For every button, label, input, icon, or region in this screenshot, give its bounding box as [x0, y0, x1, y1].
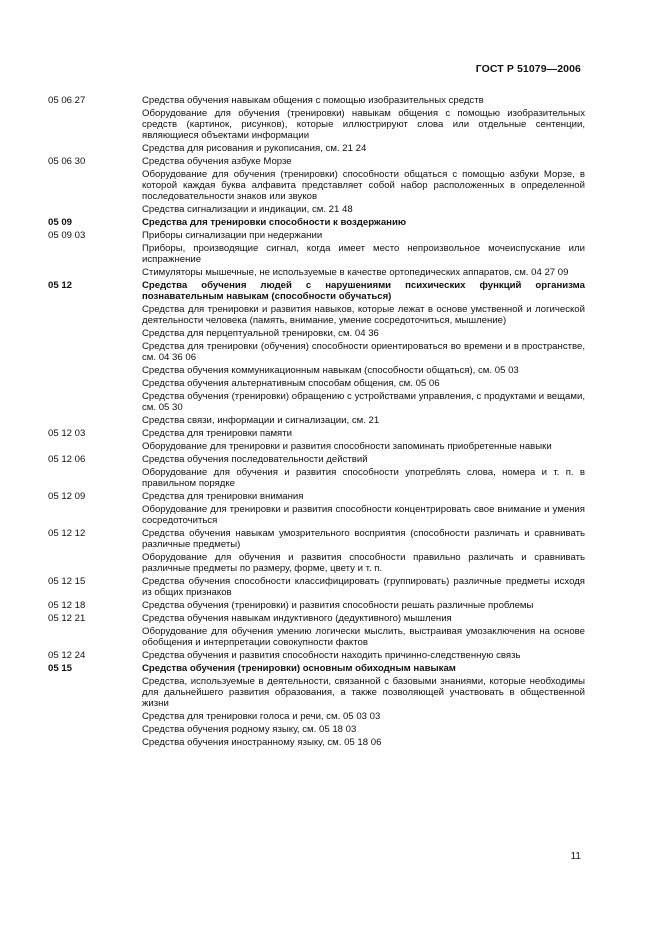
entry-description: Средства обучения коммуникационным навыкам (способности общаться), см. 05 03 [142, 365, 519, 376]
entry-title: Средства обучения (тренировки) основным обиходным навыкам [142, 663, 456, 674]
entry-description: Оборудование для обучения и развития способности правильно различать и сравнивать различные предметы по размеру, форме, цвету и т. п. [142, 552, 585, 574]
classification-entry [48, 95, 585, 156]
classification-entry [48, 491, 585, 528]
entry-description: Оборудование для обучения умению логически мыслить, выстраивая умозаключения на основе обобщения и интерпретации совокупности фактов [142, 626, 585, 648]
entry-description: Средства для перцептуальной тренировки, см. 04 36 [142, 328, 379, 339]
classification-entry [48, 454, 585, 491]
classification-entry [48, 217, 585, 230]
entry-body [142, 454, 585, 491]
classification-entry [48, 613, 585, 650]
classification-entry [48, 650, 585, 663]
entry-description: Средства обучения родному языку, см. 05 18 03 [142, 724, 357, 735]
entry-body [142, 491, 585, 528]
entry-description: Средства для тренировки и развития навыков, которые лежат в основе умственной и логической деятельности человека (память, внимание, умение сосредоточиться, мышление) [142, 304, 585, 326]
entry-title: Средства обучения людей с нарушениями психических функций организма познавательным навыкам (способности обучаться) [142, 280, 585, 302]
entry-code: 05 15 [48, 663, 73, 674]
entry-code: 05 09 [48, 217, 73, 228]
entry-body [142, 650, 585, 663]
entry-code: 05 12 09 [48, 491, 86, 502]
entry-description: Средства связи, информации и сигнализации, см. 21 [142, 415, 380, 426]
entry-body [142, 95, 585, 156]
classification-entry [48, 156, 585, 217]
entry-code: 05 12 15 [48, 576, 86, 587]
entry-code: 05 12 06 [48, 454, 86, 465]
entry-title: Средства обучения способности классифицировать (группировать) различные предметы исходя из общих признаков [142, 576, 585, 598]
entry-description: Средства обучения альтернативным способам общения, см. 05 06 [142, 378, 440, 389]
entry-code: 05 12 21 [48, 613, 86, 624]
entry-description: Средства для рисования и рукописания, см. 21 24 [142, 143, 367, 154]
entry-description: Средства обучения (тренировки) обращению с устройствами управления, с продуктами и вещами, см. 05 30 [142, 391, 585, 413]
entry-description: Средства для тренировки (обучения) способности ориентироваться во времени и в пространстве, см. 04 36 06 [142, 341, 585, 363]
entry-description: Оборудование для тренировки и развития способности запоминать приобретенные навыки [142, 441, 552, 452]
entry-title: Средства обучения и развития способности находить причинно-следственную связь [142, 650, 521, 661]
classification-entry [48, 576, 585, 600]
entry-description: Средства обучения иностранному языку, см. 05 18 06 [142, 737, 382, 748]
entry-body [142, 663, 585, 750]
entry-code: 05 06 27 [48, 95, 86, 106]
entry-body [142, 428, 585, 454]
classification-entry [48, 528, 585, 576]
entry-body [142, 280, 585, 428]
classification-entry [48, 600, 585, 613]
entry-body [142, 600, 585, 613]
entry-body [142, 613, 585, 650]
entry-body [142, 217, 585, 230]
classification-entry [48, 230, 585, 280]
entry-body [142, 230, 585, 280]
entry-title: Средства обучения навыкам индуктивного (дедуктивного) мышления [142, 613, 452, 624]
entry-description: Средства для тренировки голоса и речи, см. 05 03 03 [142, 711, 381, 722]
entry-body [142, 576, 585, 600]
classification-entry [48, 280, 585, 428]
entry-title: Средства для тренировки способности к воздержанию [142, 217, 407, 228]
entry-code: 05 12 03 [48, 428, 86, 439]
entry-title: Средства обучения навыкам общения с помощью изобразительных средств [142, 95, 484, 106]
entry-title: Средства для тренировки внимания [142, 491, 304, 502]
entry-description: Средства, используемые в деятельности, связанной с базовыми знаниями, которые необходимы для дальнейшего развития образования, а также позволяющей участвовать в общественной жизни [142, 676, 585, 709]
entry-title: Средства обучения навыкам умозрительного восприятия (способности различать и сравнивать различные предметы) [142, 528, 585, 550]
entry-title: Средства обучения (тренировки) и развития способности решать различные проблемы [142, 600, 534, 611]
entry-body [142, 528, 585, 576]
entry-code: 05 09 03 [48, 230, 86, 241]
entry-description: Приборы, производящие сигнал, когда имеет место непроизвольное мочеиспускание или испражнение [142, 243, 585, 265]
entry-code: 05 12 12 [48, 528, 86, 539]
entry-description: Средства сигнализации и индикации, см. 21 48 [142, 204, 353, 215]
page-number: 11 [570, 851, 581, 862]
classification-list [48, 95, 585, 750]
entry-title: Средства для тренировки памяти [142, 428, 293, 439]
entry-code: 05 12 [48, 280, 73, 291]
standard-header: ГОСТ Р 51079—2006 [475, 63, 581, 75]
entry-description: Оборудование для обучения (тренировки) навыкам общения с помощью изобразительных средств (картинок, рисунков), которые иллюстрируют слова или отдельные сентенции, являющиеся объектами информации [142, 108, 585, 141]
entry-description: Оборудование для обучения и развития способности употреблять слова, номера и т. п. в правильном порядке [142, 467, 585, 489]
entry-title: Приборы сигнализации при недержании [142, 230, 323, 241]
entry-description: Стимуляторы мышечные, не используемые в качестве ортопедических аппаратов, см. 04 27 09 [142, 267, 569, 278]
entry-title: Средства обучения азбуке Морзе [142, 156, 292, 167]
entry-title: Средства обучения последовательности действий [142, 454, 368, 465]
entry-body [142, 156, 585, 217]
entry-code: 05 12 24 [48, 650, 86, 661]
entry-code: 05 06 30 [48, 156, 86, 167]
entry-description: Оборудование для тренировки и развития способности концентрировать свое внимание и умения сосредоточиться [142, 504, 585, 526]
entry-description: Оборудование для обучения (тренировки) способности общаться с помощью азбуки Морзе, в которой каждая буква алфавита представляет собой набор расположенных в определенной последовательности знаков или звуков [142, 169, 585, 202]
classification-entry [48, 428, 585, 454]
entry-code: 05 12 18 [48, 600, 86, 611]
classification-entry [48, 663, 585, 750]
